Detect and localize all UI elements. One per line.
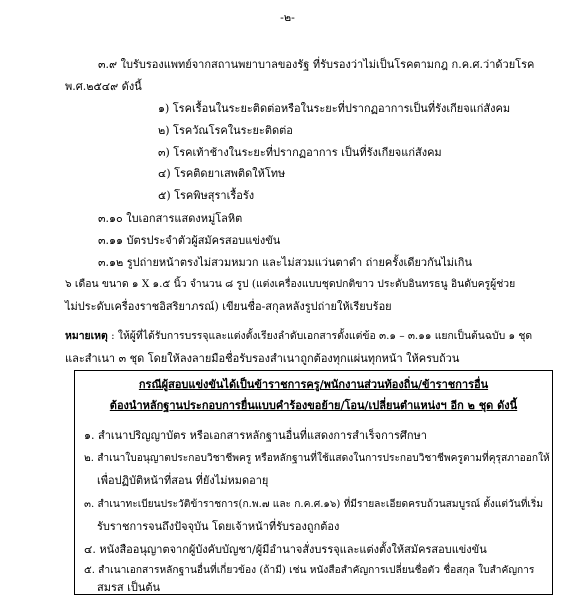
box-item-5-line2: สมรส เป็นต้น xyxy=(97,581,161,594)
box-item-2-line1: ๒. สำเนาใบอนุญาตประกอบวิชาชีพครู หรือหลักฐานที่ใช้แสดงในการประกอบวิชาชีพครูตามที่คุรุสภาออกให้ xyxy=(84,453,550,464)
note-text: : ให้ผู้ที่ได้รับการบรรจุและแต่งตั้งเรียงลำดับเอกสารตั้งแต่ข้อ ๓.๑ – ๓.๑๑ แยกเป็นต้นฉบับ ๑ ชุด xyxy=(107,330,533,342)
box-item-4: ๔. หนังสืออนุญาตจากผู้บังคับบัญชา/ผู้มีอำนาจสั่งบรรจุและแต่งตั้งให้สมัครสอบแข่งขัน xyxy=(84,543,487,556)
note-line2: และสำเนา ๓ ชุด โดยให้ลงลายมือชื่อรับรองสำเนาถูกต้องทุกแผ่นทุกหน้า ให้ครบถ้วน xyxy=(65,352,460,365)
disease-item-5: ๕) โรคพิษสุราเรื้อรัง xyxy=(158,189,255,202)
disease-item-3: ๓) โรคเท้าช้างในระยะที่ปรากฏอาการ เป็นที่รังเกียจแก่สังคม xyxy=(158,146,442,159)
box-item-3-line2: รับราชการจนถึงปัจจุบัน โดยเจ้าหน้าที่รับรองถูกต้อง xyxy=(97,520,340,533)
item-3-9-line1: ๓.๙ ใบรับรองแพทย์จากสถานพยาบาลของรัฐ ที่รับรองว่าไม่เป็นโรคตามกฎ ก.ค.ศ.ว่าด้วยโรค xyxy=(98,58,535,71)
box-heading-line2: ต้องนำหลักฐานประกอบการยื่นแบบคำร้องขอย้าย/โอน/เปลี่ยนตำแหน่งฯ อีก ๒ ชุด ดังนี้ xyxy=(109,399,518,412)
box-heading-line1: กรณีผู้สอบแข่งขันได้เป็นข้าราชการครู/พนักงานส่วนท้องถิ่น/ข้าราชการอื่น xyxy=(138,378,489,391)
note-line1 xyxy=(65,330,532,343)
box-item-2-line2: เพื่อปฏิบัติหน้าที่สอน ที่ยังไม่หมดอายุ xyxy=(97,474,269,487)
item-3-9-line2: พ.ศ.๒๕๔๙ ดังนี้ xyxy=(65,80,142,93)
item-3-10: ๓.๑๐ ใบเอกสารแสดงหมู่โลหิต xyxy=(98,212,243,225)
disease-item-4: ๔) โรคติดยาเสพติดให้โทษ xyxy=(158,167,286,180)
disease-item-2: ๒) โรควัณโรคในระยะติดต่อ xyxy=(158,124,293,137)
page-number: -๒- xyxy=(280,11,295,24)
box-item-1: ๑. สำเนาปริญญาบัตร หรือเอกสารหลักฐานอื่นที่แสดงการสำเร็จการศึกษา xyxy=(84,429,427,442)
item-3-11: ๓.๑๑ บัตรประจำตัวผู้สมัครสอบแข่งขัน xyxy=(98,234,281,247)
disease-item-1: ๑) โรคเรื้อนในระยะติดต่อหรือในระยะที่ปรากฏอาการเป็นที่รังเกียจแก่สังคม xyxy=(158,102,511,115)
item-3-12-line3: ไม่ประดับเครื่องราชอิสริยาภรณ์) เขียนชื่อ-สกุลหลังรูปถ่ายให้เรียบร้อย xyxy=(65,300,392,313)
item-3-12-line2: ๖ เดือน ขนาด ๑ X ๑.๕ นิ้ว จำนวน ๘ รูป (แต่งเครื่องแบบชุดปกติขาว ประดับอินทรธนู อินดับครูผู้ช่วย xyxy=(65,278,516,290)
box-item-3-line1: ๓. สำเนาทะเบียนประวัติข้าราชการ(ก.พ.๗ และ ก.ค.ศ.๑๖) ที่มีรายละเอียดครบถ้วนสมบูรณ์ ตั้งแต่วันที่เริ่ม xyxy=(84,499,544,510)
note-label: หมายเหตุ xyxy=(65,330,108,342)
item-3-12-line1: ๓.๑๒ รูปถ่ายหน้าตรงไม่สวมหมวก และไม่สวมแว่นตาดำ ถ่ายครั้งเดียวกันไม่เกิน xyxy=(98,256,472,269)
box-item-5-line1: ๕. สำเนาเอกสารหลักฐานอื่นที่เกี่ยวข้อง (ถ้ามี) เช่น หนังสือสำคัญการเปลี่ยนชื่อตัว ชื่อสกุล ใบสำคัญการ xyxy=(84,565,535,576)
